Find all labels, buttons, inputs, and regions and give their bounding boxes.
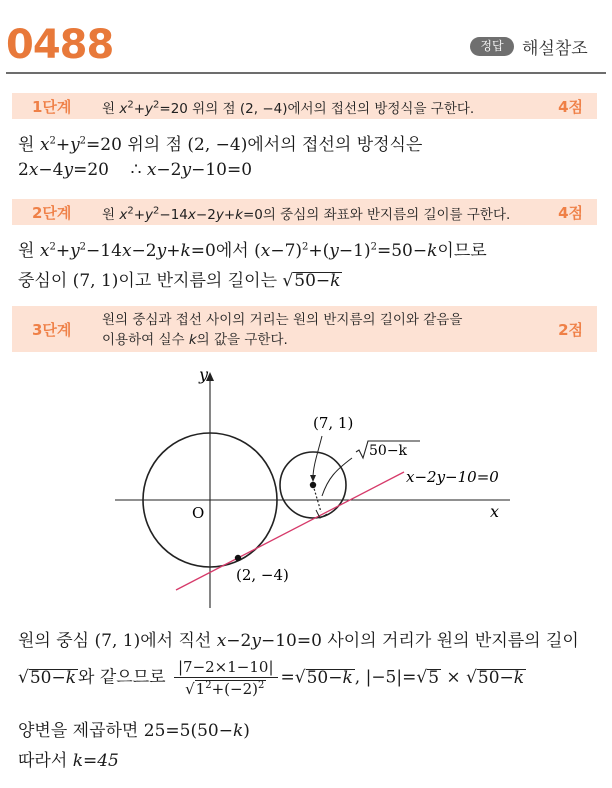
solution-line-1: 원 $x^2+y^2=20$ 위의 점 (2, −4)에서의 접선의 방정식은 <box>18 135 423 155</box>
step-2-bar <box>12 199 597 225</box>
y-axis-label: y <box>199 365 209 384</box>
coordinate-figure <box>0 360 612 615</box>
solution-line-8: 따라서 k=45 <box>18 751 119 771</box>
problem-number: 0488 <box>6 22 114 68</box>
x-axis-label: x <box>490 502 500 521</box>
solution-line-6: √50−k 와 같으므로 $\frac{|7-2\times 1-10|}{√1^2+(-2)^2}$ =√50−k , |−5|=√5 × √50−k <box>18 658 525 698</box>
point-label: (2, −4) <box>236 566 289 584</box>
solution-line-3: 원 $x^2+y^2-14x-2y+k=0$에서 $(x-7)^2+(y-1)^2=50-k$이므로 <box>18 241 487 261</box>
step-3-bar <box>12 306 597 352</box>
step-1-label: 1단계 <box>32 98 72 116</box>
solution-line-5: 원의 중심 (7, 1)에서 직선 x−2y−10=0 사이의 거리가 원의 반지름의 길이 <box>18 631 579 651</box>
step-1-points: 4점 <box>558 98 583 116</box>
solution-line-7: 양변을 제곱하면 25=5(50−k) <box>18 721 250 741</box>
solution-line-4: 중심이 (7, 1)이고 반지름의 길이는 √50−k <box>18 271 341 291</box>
step-1-bar <box>12 93 597 119</box>
step-3-label: 3단계 <box>32 321 72 339</box>
step-2-label: 2단계 <box>32 204 72 222</box>
line-label: x−2y−10=0 <box>406 468 499 486</box>
radius-segment <box>313 485 321 512</box>
step-2-description: 원 $x^2+y^2-14x-2y+k=0$의 중심의 좌표와 반지름의 길이를 구한다. <box>102 205 511 223</box>
solution-line-2: 2x−4y=20 ∴ x−2y−10=0 <box>18 160 253 180</box>
center-point <box>310 482 316 488</box>
center-label: (7, 1) <box>313 414 354 432</box>
step-3-description: 원의 중심과 접선 사이의 거리는 원의 반지름의 길이와 같음을 이용하여 실수 k의 값을 구한다. <box>102 312 463 348</box>
tangent-point <box>235 555 241 561</box>
answer-reference: 해설참조 <box>522 39 588 59</box>
step-1-description: 원 $x^2+y^2=20$ 위의 점 (2, −4)에서의 접선의 방정식을 구한다. <box>102 99 475 117</box>
answer-badge: 정답 <box>470 37 514 56</box>
final-answer: k=45 <box>72 751 119 771</box>
step-3-points: 2점 <box>558 321 583 339</box>
header-divider <box>6 72 606 74</box>
step-2-points: 4점 <box>558 204 583 222</box>
origin-label: O <box>192 504 205 522</box>
distance-fraction: $\frac{|7-2\times 1-10|}{√1^2+(-2)^2}$ <box>174 658 278 698</box>
radius-label: 50−k <box>369 443 408 459</box>
